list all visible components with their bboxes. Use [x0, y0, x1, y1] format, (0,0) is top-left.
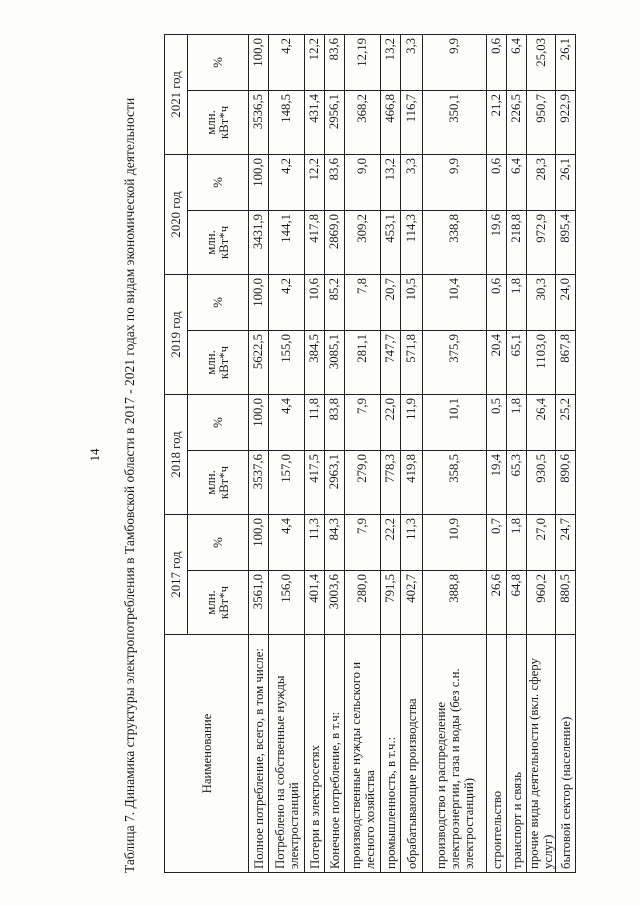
percent-cell: 10,4	[423, 274, 487, 330]
value-cell: 417,8	[305, 210, 325, 274]
percent-cell: 24,7	[556, 514, 576, 570]
value-cell: 64,8	[507, 571, 527, 635]
column-header-unit: млн. кВт*ч	[188, 450, 249, 514]
column-header-year: 2021 год	[165, 34, 188, 154]
row-name: производственные нужды сельского и лесного хозяйства	[345, 635, 381, 873]
value-cell: 402,7	[401, 571, 423, 635]
percent-cell: 10,6	[305, 274, 325, 330]
value-cell: 144,1	[269, 210, 305, 274]
value-cell: 156,0	[269, 571, 305, 635]
percent-cell: 30,3	[527, 274, 556, 330]
percent-cell: 27,0	[527, 514, 556, 570]
value-cell: 2869,0	[325, 210, 345, 274]
percent-cell: 25,03	[527, 34, 556, 90]
value-cell: 2956,1	[325, 90, 345, 154]
value-cell: 155,0	[269, 330, 305, 394]
percent-cell: 0,5	[487, 394, 507, 450]
percent-cell: 9,9	[423, 34, 487, 90]
percent-cell: 12,2	[305, 34, 325, 90]
percent-cell: 10,9	[423, 514, 487, 570]
page-number: 14	[87, 448, 102, 462]
table-row	[345, 34, 381, 872]
percent-cell: 1,8	[507, 514, 527, 570]
value-cell: 960,2	[527, 571, 556, 635]
table-row	[305, 34, 325, 872]
value-cell: 417,5	[305, 450, 325, 514]
value-cell: 338,8	[423, 210, 487, 274]
percent-cell: 100,0	[249, 274, 269, 330]
value-cell: 65,3	[507, 450, 527, 514]
value-cell: 3085,1	[325, 330, 345, 394]
percent-cell: 7,9	[345, 514, 381, 570]
percent-cell: 26,4	[527, 394, 556, 450]
table-row	[401, 34, 423, 872]
row-name: бытовой сектор (население)	[556, 635, 576, 873]
percent-cell: 4,4	[269, 514, 305, 570]
value-cell: 116,7	[401, 90, 423, 154]
column-header-year: 2019 год	[165, 274, 188, 394]
percent-cell: 0,6	[487, 34, 507, 90]
value-cell: 3431,9	[249, 210, 269, 274]
value-cell: 26,6	[487, 571, 507, 635]
value-cell: 157,0	[269, 450, 305, 514]
percent-cell: 22,0	[381, 394, 401, 450]
percent-cell: 83,6	[325, 154, 345, 210]
value-cell: 384,5	[305, 330, 325, 394]
percent-cell: 100,0	[249, 514, 269, 570]
percent-cell: 7,8	[345, 274, 381, 330]
column-header-percent: %	[188, 274, 249, 330]
percent-cell: 100,0	[249, 154, 269, 210]
percent-cell: 3,3	[401, 34, 423, 90]
table-caption: Таблица 7. Динамика структуры электропотребления в Тамбовской области в 2017 - 2021 годах по видам экономической деятельности	[122, 97, 137, 873]
value-cell: 895,4	[556, 210, 576, 274]
row-name: Полное потребление, всего, в том числе:	[249, 635, 269, 873]
value-cell: 401,4	[305, 571, 325, 635]
column-header-unit: млн. кВт*ч	[188, 90, 249, 154]
rotated-page-content	[122, 33, 612, 873]
row-name: обрабатывающие производства	[401, 635, 423, 873]
value-cell: 2963,1	[325, 450, 345, 514]
value-cell: 747,7	[381, 330, 401, 394]
percent-cell: 26,1	[556, 154, 576, 210]
value-cell: 19,4	[487, 450, 507, 514]
value-cell: 922,9	[556, 90, 576, 154]
percent-cell: 12,19	[345, 34, 381, 90]
row-name: прочие виды деятельности (вкл. сферу услуг)	[527, 635, 556, 873]
value-cell: 930,5	[527, 450, 556, 514]
table-row	[423, 34, 487, 872]
percent-cell: 83,8	[325, 394, 345, 450]
table-row	[249, 34, 269, 872]
value-cell: 571,8	[401, 330, 423, 394]
table-row	[487, 34, 507, 872]
percent-cell: 4,4	[269, 394, 305, 450]
percent-cell: 10,1	[423, 394, 487, 450]
row-name: промышленность, в т.ч.:	[381, 635, 401, 873]
value-cell: 226,5	[507, 90, 527, 154]
percent-cell: 84,3	[325, 514, 345, 570]
percent-cell: 11,8	[305, 394, 325, 450]
column-header-unit: млн. кВт*ч	[188, 210, 249, 274]
percent-cell: 1,8	[507, 394, 527, 450]
row-name: транспорт и связь	[507, 635, 527, 873]
value-cell: 791,5	[381, 571, 401, 635]
table-body	[249, 34, 576, 872]
value-cell: 3561,0	[249, 571, 269, 635]
value-cell: 3003,6	[325, 571, 345, 635]
value-cell: 309,2	[345, 210, 381, 274]
value-cell: 368,2	[345, 90, 381, 154]
column-header-unit: млн. кВт*ч	[188, 571, 249, 635]
column-header-unit: млн. кВт*ч	[188, 330, 249, 394]
value-cell: 350,1	[423, 90, 487, 154]
value-cell: 21,2	[487, 90, 507, 154]
table-row	[527, 34, 556, 872]
percent-cell: 7,9	[345, 394, 381, 450]
percent-cell: 85,2	[325, 274, 345, 330]
percent-cell: 24,0	[556, 274, 576, 330]
value-cell: 358,5	[423, 450, 487, 514]
percent-cell: 83,6	[325, 34, 345, 90]
percent-cell: 11,3	[401, 514, 423, 570]
percent-cell: 13,2	[381, 34, 401, 90]
row-name: производство и распределение электроэнергии, газа и воды (без с.н. электростанций)	[423, 635, 487, 873]
percent-cell: 4,2	[269, 34, 305, 90]
percent-cell: 1,8	[507, 274, 527, 330]
percent-cell: 11,9	[401, 394, 423, 450]
value-cell: 419,8	[401, 450, 423, 514]
percent-cell: 25,2	[556, 394, 576, 450]
percent-cell: 13,2	[381, 154, 401, 210]
value-cell: 3536,5	[249, 90, 269, 154]
percent-cell: 20,7	[381, 274, 401, 330]
table-row	[507, 34, 527, 872]
table-row	[556, 34, 576, 872]
table-row	[381, 34, 401, 872]
percent-cell: 4,2	[269, 154, 305, 210]
percent-cell: 9,0	[345, 154, 381, 210]
column-header-year: 2017 год	[165, 514, 188, 634]
percent-cell: 0,7	[487, 514, 507, 570]
value-cell: 114,3	[401, 210, 423, 274]
table-row	[325, 34, 345, 872]
percent-cell: 22,2	[381, 514, 401, 570]
value-cell: 972,9	[527, 210, 556, 274]
value-cell: 20,4	[487, 330, 507, 394]
value-cell: 890,6	[556, 450, 576, 514]
value-cell: 3537,6	[249, 450, 269, 514]
percent-cell: 6,4	[507, 34, 527, 90]
value-cell: 867,8	[556, 330, 576, 394]
value-cell: 1103,0	[527, 330, 556, 394]
value-cell: 281,1	[345, 330, 381, 394]
value-cell: 375,9	[423, 330, 487, 394]
row-name: Конечное потребление, в т.ч:	[325, 635, 345, 873]
row-name: строительство	[487, 635, 507, 873]
column-header-percent: %	[188, 154, 249, 210]
percent-cell: 6,4	[507, 154, 527, 210]
percent-cell: 4,2	[269, 274, 305, 330]
row-name: Потери в электросетях	[305, 635, 325, 873]
value-cell: 19,6	[487, 210, 507, 274]
value-cell: 950,7	[527, 90, 556, 154]
value-cell: 431,4	[305, 90, 325, 154]
percent-cell: 12,2	[305, 154, 325, 210]
column-header-percent: %	[188, 34, 249, 90]
value-cell: 453,1	[381, 210, 401, 274]
value-cell: 65,1	[507, 330, 527, 394]
value-cell: 388,8	[423, 571, 487, 635]
percent-cell: 28,3	[527, 154, 556, 210]
column-header-year: 2020 год	[165, 154, 188, 274]
column-header-percent: %	[188, 514, 249, 570]
value-cell: 5622,5	[249, 330, 269, 394]
value-cell: 279,0	[345, 450, 381, 514]
percent-cell: 11,3	[305, 514, 325, 570]
value-cell: 466,8	[381, 90, 401, 154]
percent-cell: 0,6	[487, 154, 507, 210]
column-header-percent: %	[188, 394, 249, 450]
percent-cell: 3,3	[401, 154, 423, 210]
percent-cell: 10,5	[401, 274, 423, 330]
percent-cell: 100,0	[249, 394, 269, 450]
percent-cell: 9,9	[423, 154, 487, 210]
percent-cell: 100,0	[249, 34, 269, 90]
percent-cell: 0,6	[487, 274, 507, 330]
value-cell: 880,5	[556, 571, 576, 635]
electricity-structure-table	[164, 34, 576, 873]
value-cell: 148,5	[269, 90, 305, 154]
column-header-name: Наименование	[165, 635, 249, 873]
value-cell: 778,3	[381, 450, 401, 514]
value-cell: 280,0	[345, 571, 381, 635]
table-row	[269, 34, 305, 872]
row-name: Потреблено на собственные нужды электростанций	[269, 635, 305, 873]
value-cell: 218,8	[507, 210, 527, 274]
column-header-year: 2018 год	[165, 394, 188, 514]
percent-cell: 26,1	[556, 34, 576, 90]
